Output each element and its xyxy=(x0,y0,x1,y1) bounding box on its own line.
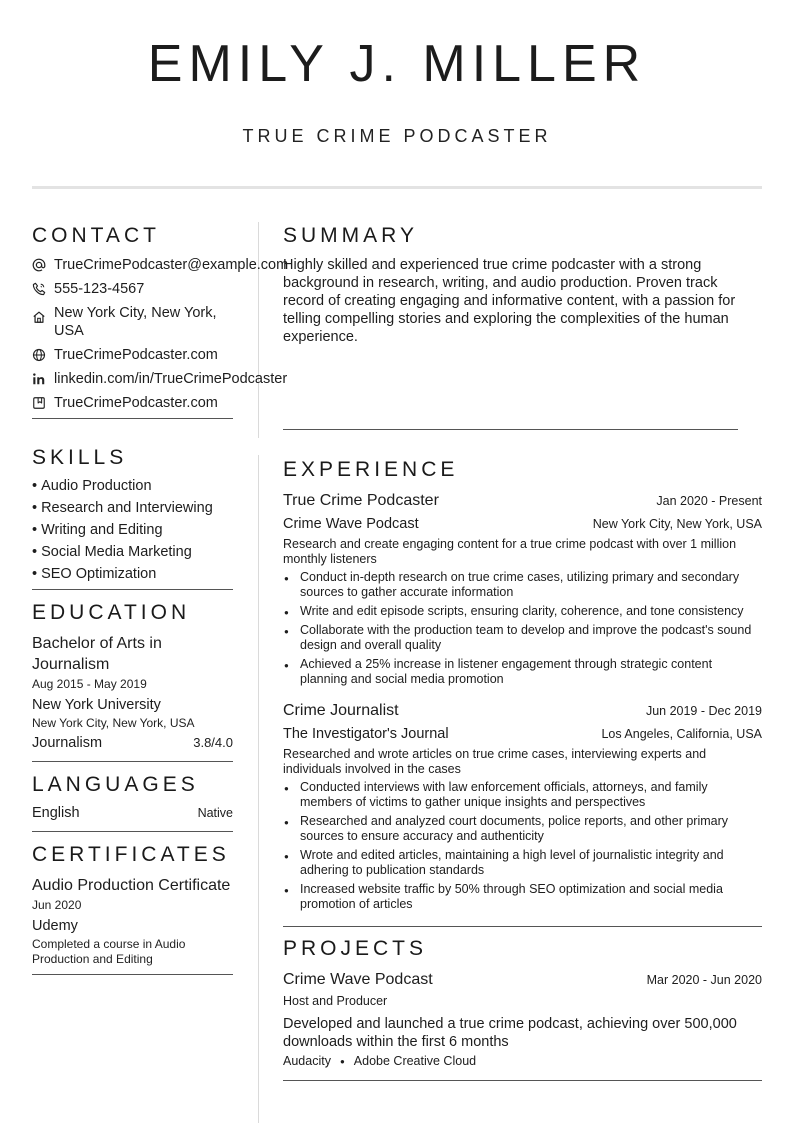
project-role: Host and Producer xyxy=(283,994,388,1008)
job-bullet: ● Wrote and edited articles, maintaining a high level of journalistic integrity and adhering to publication standards xyxy=(283,848,762,878)
project-name: Crime Wave Podcast xyxy=(283,971,433,988)
language-item xyxy=(32,805,233,821)
job-header xyxy=(283,700,762,722)
job-bullets xyxy=(283,780,762,912)
column-divider-top xyxy=(258,222,259,438)
contact-linkedin[interactable] xyxy=(32,370,288,388)
education-section xyxy=(32,599,233,762)
contact-portfolio[interactable] xyxy=(32,394,233,412)
skill-item: • Writing and Editing xyxy=(32,522,163,538)
job-location: Los Angeles, California, USA xyxy=(601,727,762,741)
experience-entry xyxy=(283,490,762,687)
job-company: Crime Wave Podcast xyxy=(283,516,419,532)
job-company-row xyxy=(283,514,762,534)
job-bullet: ● Achieved a 25% increase in listener engagement through strategic content planning and social media promotion xyxy=(283,657,762,687)
contact-website[interactable] xyxy=(32,346,233,364)
job-dates: Jan 2020 - Present xyxy=(656,494,762,508)
education-field-row xyxy=(32,734,233,752)
summary-title: SUMMARY xyxy=(283,224,418,247)
job-title: True Crime Podcaster xyxy=(283,492,439,509)
skill-item: • Social Media Marketing xyxy=(32,544,192,560)
experience-entry xyxy=(283,700,762,912)
contact-phone-text: 555-123-4567 xyxy=(54,281,145,297)
language-name: English xyxy=(32,805,80,821)
contact-linkedin-text: linkedin.com/in/TrueCrimePodcaster xyxy=(54,371,288,387)
project-tool: Audacity xyxy=(283,1054,331,1068)
certificate-date: Jun 2020 xyxy=(32,898,82,912)
bookmark-icon xyxy=(32,396,46,410)
summary-divider xyxy=(283,429,738,430)
job-bullet: ● Researched and analyzed court documents, police reports, and other primary sources to ensure accuracy and authenticity xyxy=(283,814,762,844)
skill-item: • Research and Interviewing xyxy=(32,500,213,516)
contact-email[interactable] xyxy=(32,256,289,274)
skills-section xyxy=(32,444,233,590)
certificates-title: CERTIFICATES xyxy=(32,843,230,866)
skill-item: • SEO Optimization xyxy=(32,566,157,582)
language-level: Native xyxy=(197,806,233,820)
education-divider xyxy=(32,761,233,762)
certificates-divider xyxy=(32,974,233,975)
project-dates: Mar 2020 - Jun 2020 xyxy=(646,973,762,987)
job-description: Researched and wrote articles on true crime cases, interviewing experts and individuals involved in the cases xyxy=(283,747,707,776)
job-bullet: ● Collaborate with the production team to develop and improve the podcast's sound design and overall quality xyxy=(283,623,762,653)
contact-address-text: New York City, New York, USA xyxy=(54,305,217,339)
education-school: New York University xyxy=(32,697,161,713)
languages-section xyxy=(32,771,233,832)
phone-icon xyxy=(32,282,46,296)
job-bullets xyxy=(283,570,762,687)
left-column xyxy=(32,222,289,975)
job-bullet: ● Write and edit episode scripts, ensuring clarity, coherence, and tone consistency xyxy=(283,604,762,619)
candidate-name: EMILY J. MILLER xyxy=(147,35,647,93)
contact-title: CONTACT xyxy=(32,224,160,247)
header-divider xyxy=(32,186,762,189)
experience-section xyxy=(283,456,762,927)
job-company: The Investigator's Journal xyxy=(283,726,449,742)
projects-divider xyxy=(283,1080,762,1081)
contact-email-text: TrueCrimePodcaster@example.com xyxy=(54,257,289,273)
job-bullet: ● Conduct in-depth research on true crime cases, utilizing primary and secondary sources to gather accurate information xyxy=(283,570,762,600)
summary-section xyxy=(283,222,762,430)
job-role: TRUE CRIME PODCASTER xyxy=(242,126,552,146)
project-description: Developed and launched a true crime podcast, achieving over 500,000 downloads within the first 6 months xyxy=(283,1016,737,1050)
linkedin-icon xyxy=(32,372,46,386)
certificate-issuer: Udemy xyxy=(32,918,78,934)
job-bullet: ● Increased website traffic by 50% through SEO optimization and social media promotion of articles xyxy=(283,882,762,912)
certificate-description: Completed a course in Audio Production and Editing xyxy=(32,937,186,966)
column-divider-bottom xyxy=(258,455,259,1123)
projects-title: PROJECTS xyxy=(283,937,428,960)
certificates-section xyxy=(32,841,233,975)
project-header xyxy=(283,969,762,991)
education-field: Journalism xyxy=(32,735,103,751)
contact-divider xyxy=(32,418,233,419)
job-company-row xyxy=(283,724,762,744)
project-tool: Adobe Creative Cloud xyxy=(353,1054,477,1068)
bullet-separator: ● xyxy=(339,1056,345,1066)
experience-title: EXPERIENCE xyxy=(283,458,459,481)
summary-text: Highly skilled and experienced true crime podcaster with a strong background in research, writing, and audio production. Proven track record of creating engaging and informative content, with a passion for telling compelling stories and exploring the complexities of the human experience. xyxy=(283,257,736,345)
contact-portfolio-text: TrueCrimePodcaster.com xyxy=(54,395,218,411)
job-description: Research and create engaging content for a true crime podcast with over 1 million monthly listeners xyxy=(283,537,737,566)
globe-icon xyxy=(32,348,46,362)
experience-divider xyxy=(283,926,762,927)
project-tools xyxy=(283,1053,762,1070)
contact-address xyxy=(32,304,233,340)
certificate-name: Audio Production Certificate xyxy=(32,877,231,894)
skills-divider xyxy=(32,589,233,590)
job-dates: Jun 2019 - Dec 2019 xyxy=(645,704,762,718)
projects-section xyxy=(283,935,762,1081)
education-dates: Aug 2015 - May 2019 xyxy=(32,677,147,691)
education-gpa: 3.8/4.0 xyxy=(193,735,233,750)
job-header xyxy=(283,490,762,512)
at-sign-icon xyxy=(32,258,46,272)
contact-section xyxy=(32,222,289,419)
languages-title: LANGUAGES xyxy=(32,773,199,796)
job-title: Crime Journalist xyxy=(283,702,399,719)
education-title: EDUCATION xyxy=(32,601,191,624)
job-location: New York City, New York, USA xyxy=(592,517,762,531)
home-icon xyxy=(32,310,46,324)
job-bullet: ● Conducted interviews with law enforcement officials, attorneys, and family members of victims to gather unique insights and perspectives xyxy=(283,780,762,810)
skills-title: SKILLS xyxy=(32,446,128,469)
languages-divider xyxy=(32,831,233,832)
contact-phone[interactable] xyxy=(32,280,233,298)
skill-item: • Audio Production xyxy=(32,478,152,494)
right-column xyxy=(283,222,762,1081)
education-degree: Bachelor of Arts in Journalism xyxy=(32,635,162,673)
education-location: New York City, New York, USA xyxy=(32,716,195,730)
contact-website-text: TrueCrimePodcaster.com xyxy=(54,347,218,363)
